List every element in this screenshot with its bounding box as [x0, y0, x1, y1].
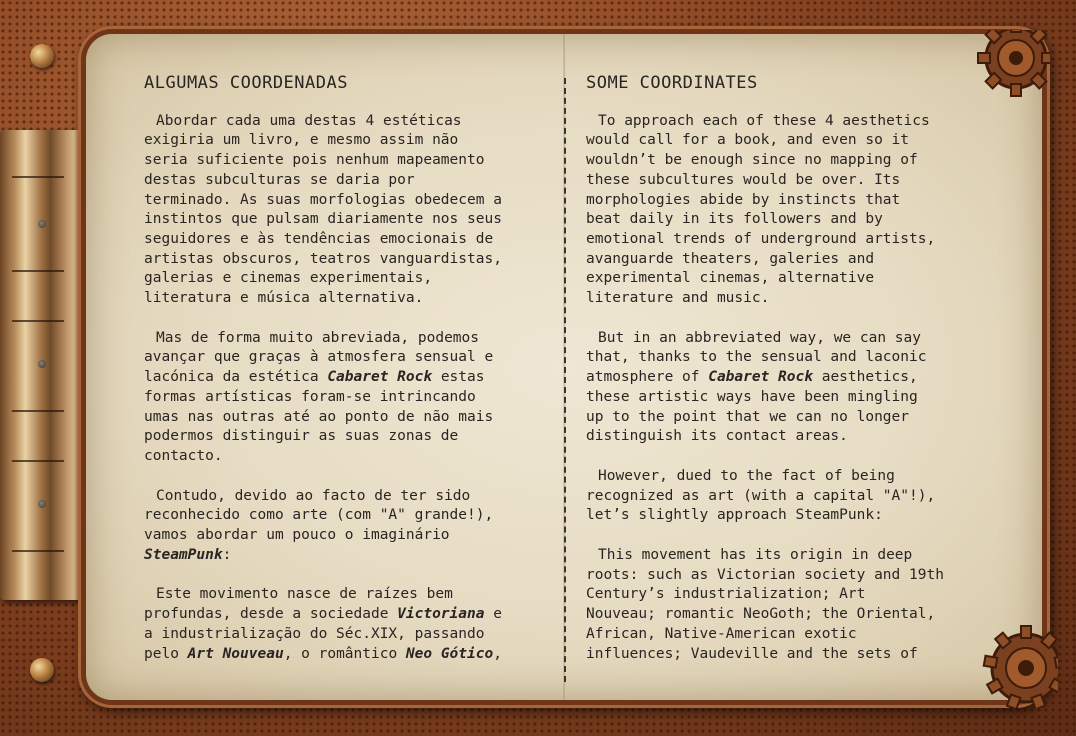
- paragraph: To approach each of these 4 aesthetics would call for a book, and even so it wouldn’t be enough since no mapping of these subcultures would be over. Its morphologies abide by instincts that beat daily in its followers and by emotional trends of underground artists, avanguarde theaters, galeries and experimental cinemas, alternative literature and music.: [586, 112, 936, 307]
- screw-icon: [38, 500, 46, 508]
- notebook-page: [86, 34, 1042, 700]
- hinge-knuckle: [12, 176, 64, 178]
- hinge: [0, 130, 84, 600]
- paragraph: However, dued to the fact of being recognized as art (with a capital "A"!), let’s slightly approach SteamPunk:: [586, 467, 936, 524]
- emphasis: SteamPunk: [144, 546, 223, 563]
- english-column: [586, 74, 986, 684]
- emphasis: Cabaret Rock: [708, 369, 813, 386]
- rivet-bottom-left: [30, 658, 54, 682]
- english-heading: SOME COORDINATES: [586, 73, 758, 93]
- emphasis: Art Nouveau: [187, 645, 284, 662]
- rivet-top-left: [30, 44, 54, 68]
- emphasis: Neo Gótico: [405, 645, 494, 662]
- gear-icon: [968, 618, 1058, 708]
- emphasis: Cabaret Rock: [327, 369, 433, 386]
- gear-icon: [960, 30, 1050, 110]
- hinge-knuckle: [12, 410, 64, 412]
- screw-icon: [38, 360, 46, 368]
- portuguese-heading: ALGUMAS COORDENADAS: [144, 73, 348, 93]
- paragraph: This movement has its origin in deep roots: such as Victorian society and 19th Century’s industrialization; Art Nouveau; romantic NeoGoth; the Oriental, African, Native-American exotic influences; Vaudeville and the sets of: [586, 547, 944, 662]
- paragraph: Abordar cada uma destas 4 estéticas exigiria um livro, e mesmo assim não seria suficiente pois nenhum mapeamento destas subculturas se daria por terminado. As suas morfologias obedecem a instintos que pulsam diariamente nos seus seguidores e às tendências emocionais de artistas obscuros, teatros vanguardistas, galerias e cinemas experimentais, literatura e música alternativa.: [144, 112, 502, 307]
- paragraph: But in an abbreviated way, we can say that, thanks to the sensual and laconic atmosphere of Cabaret Rock aesthetics, these artistic ways have been mingling up to the point that we can no longer distinguish its contact areas.: [586, 329, 927, 445]
- portuguese-column: [144, 74, 544, 684]
- hinge-knuckle: [12, 460, 64, 462]
- paragraph: Este movimento nasce de raízes bem profundas, desde a sociedade Victoriana e a industrialização do Séc.XIX, passando pelo Art Nouveau, o romântico Neo Gótico,: [144, 586, 502, 662]
- paragraph: Contudo, devido ao facto de ter sido reconhecido como arte (com "A" grande!), vamos abordar um pouco o imaginário SteamPunk:: [144, 487, 494, 563]
- hinge-knuckle: [12, 550, 64, 552]
- hinge-knuckle: [12, 270, 64, 272]
- hinge-knuckle: [12, 320, 64, 322]
- emphasis: Victoriana: [397, 606, 485, 623]
- column-divider: [564, 78, 566, 682]
- screw-icon: [38, 220, 46, 228]
- paragraph: Mas de forma muito abreviada, podemos avançar que graças à atmosfera sensual e lacónica da estética Cabaret Rock estas formas artísticas foram-se intrincando umas nas outras até ao ponto de não mais podermos distinguir as suas zonas de contacto.: [144, 329, 494, 464]
